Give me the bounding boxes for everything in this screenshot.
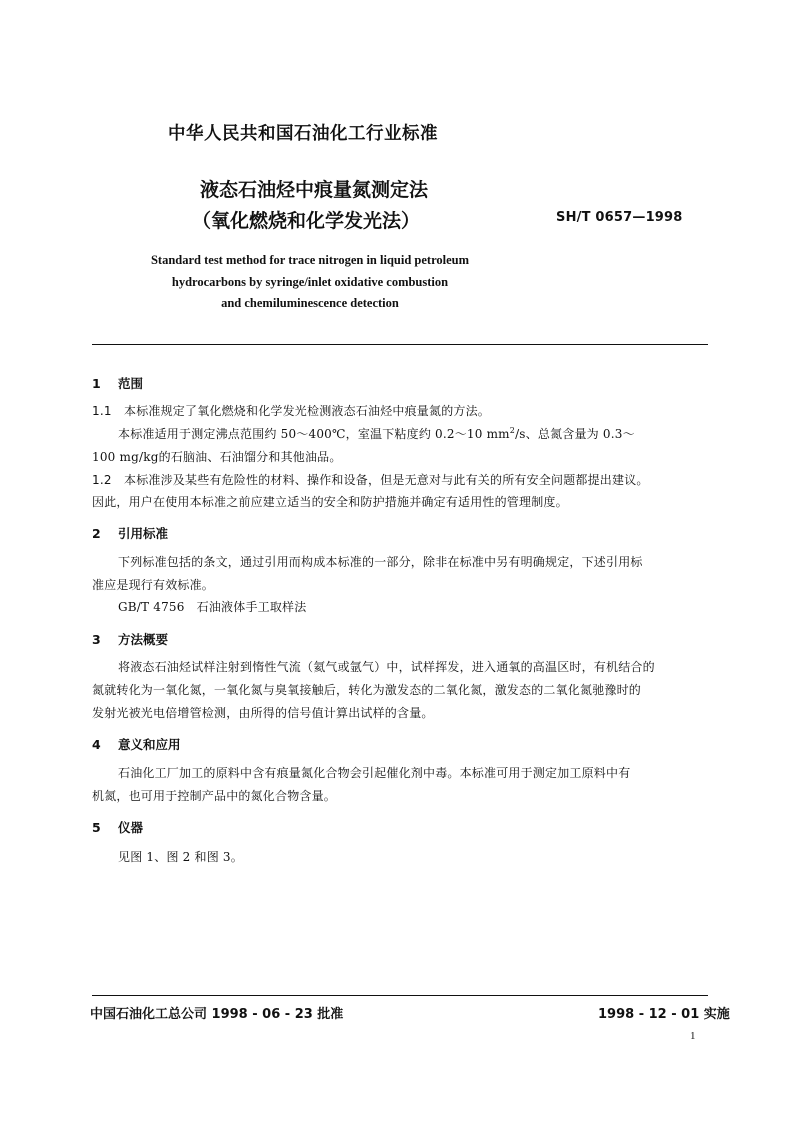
paragraph-line: 将液态石油烃试样注射到惰性气流（氦气或氩气）中，试样挥发，进入通氧的高温区时，有机结合的	[118, 660, 655, 674]
standard-number: SH/T 0657—1998	[556, 210, 683, 225]
section-number: 3	[92, 632, 101, 647]
clause-text: 本标准规定了氧化燃烧和化学发光检测液态石油烃中痕量氮的方法。	[124, 404, 491, 418]
section-4-heading	[92, 735, 181, 753]
section-number: 1	[92, 376, 101, 391]
paragraph-line: 氮就转化为一氧化氮，一氧化氮与臭氧接触后，转化为激发态的二氧化氮，激发态的二氧化氮驰豫时的	[92, 683, 642, 697]
clause-1-1-paragraph	[118, 423, 718, 446]
paragraph-line: 石油化工厂加工的原料中含有痕量氮化合物会引起催化剂中毒。本标准可用于测定加工原料中有	[118, 766, 631, 780]
english-title-line: hydrocarbons by syringe/inlet oxidative combustion	[171, 274, 449, 289]
english-title-line: and chemiluminescence detection	[221, 296, 399, 310]
paragraph-line: 准应是现行有效标准。	[92, 578, 215, 592]
page-number: 1	[690, 1030, 696, 1042]
section-title: 仪器	[118, 820, 144, 835]
section-number: 5	[92, 820, 101, 835]
clause-number: 1.1	[92, 404, 112, 418]
section-title: 意义和应用	[118, 737, 181, 752]
approval-statement: 中国石油化工总公司 1998 - 06 - 23 批准	[90, 1007, 344, 1022]
english-title-line: Standard test method for trace nitrogen in liquid petroleum	[150, 253, 470, 267]
section-3-heading	[92, 630, 168, 648]
paragraph-line: 因此，用户在使用本标准之前应建立适当的安全和防护措施并确定有适用性的管理制度。	[92, 495, 568, 509]
clause-1-1	[92, 400, 712, 423]
superscript: 2	[509, 426, 516, 435]
english-title	[100, 250, 520, 315]
implementation-date: 1998 - 12 - 01 实施	[598, 1007, 730, 1022]
section-title: 引用标准	[118, 526, 169, 541]
paragraph-text: /s、总氮含量为 0.3～	[515, 427, 635, 441]
paragraph-line: 100 mg/kg的石脑油、石油馏分和其他油品。	[92, 450, 342, 464]
section-title: 范围	[118, 376, 144, 391]
paragraph-line: 机氮，也可用于控制产品中的氮化合物含量。	[92, 789, 337, 803]
issuer-title: 中华人民共和国石油化工行业标准	[168, 124, 438, 144]
clause-number: 1.2	[92, 473, 112, 487]
clause-text: 本标准涉及某些有危险性的材料、操作和设备，但是无意对与此有关的所有安全问题都提出建议。	[124, 473, 649, 487]
section-2-heading	[92, 524, 168, 542]
paragraph-text: 本标准适用于测定沸点范围约 50～400℃，室温下粘度约 0.2～10 mm	[118, 427, 510, 441]
section-5-heading	[92, 818, 143, 836]
section-number: 2	[92, 526, 101, 541]
section-title: 方法概要	[118, 632, 169, 647]
normative-reference: GB/T 4756 石油液体手工取样法	[118, 600, 307, 614]
footer-divider	[92, 995, 708, 996]
document-title: 液态石油烃中痕量氮测定法	[200, 179, 429, 201]
header-divider	[92, 344, 708, 345]
paragraph-line: 发射光被光电倍增管检测，由所得的信号值计算出试样的含量。	[92, 706, 434, 720]
section-number: 4	[92, 737, 101, 752]
paragraph-line: 见图 1、图 2 和图 3。	[118, 850, 243, 864]
document-subtitle: （氧化燃烧和化学发光法）	[192, 210, 421, 232]
paragraph-line: 下列标准包括的条文，通过引用而构成本标准的一部分，除非在标准中另有明确规定，下述引用标	[118, 555, 643, 569]
section-1-heading	[92, 374, 143, 392]
clause-1-2	[92, 469, 712, 492]
